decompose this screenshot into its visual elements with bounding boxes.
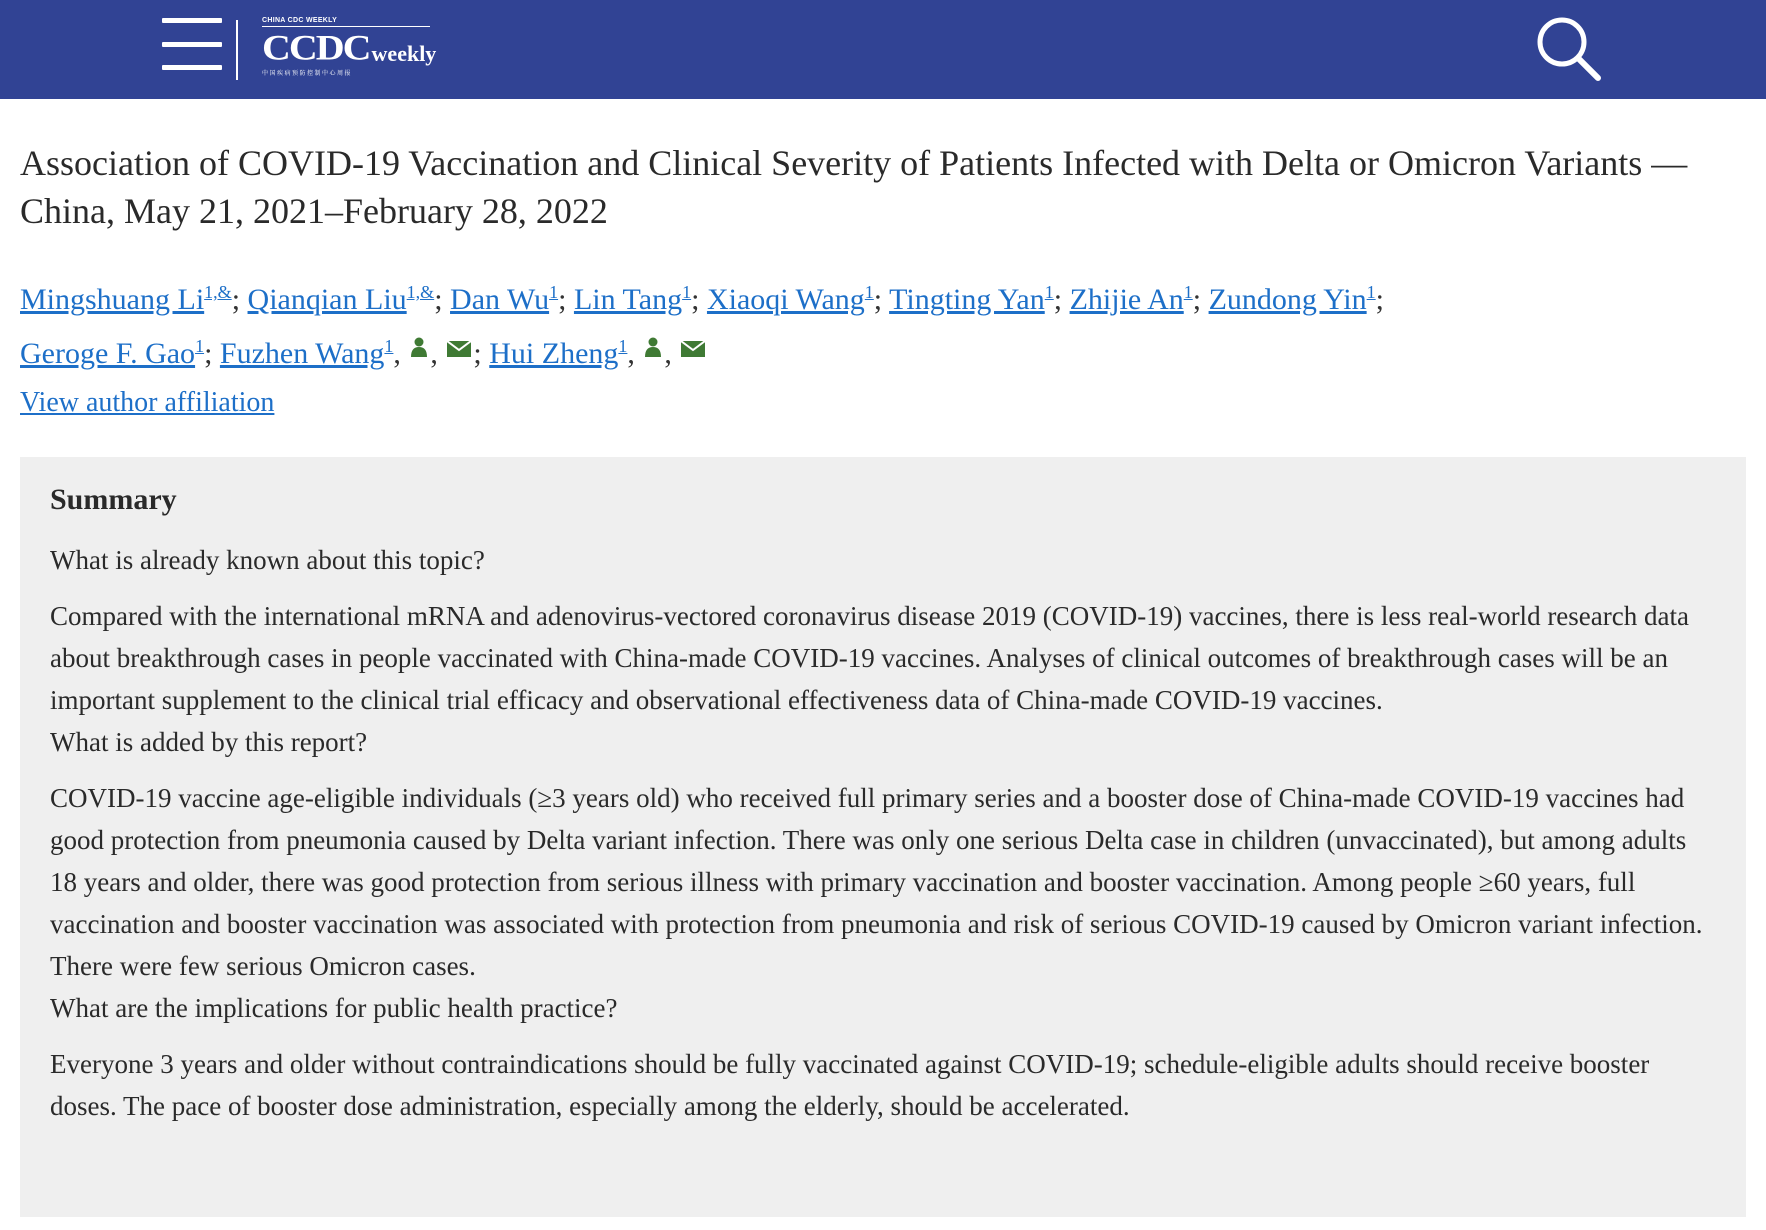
author-affiliation-sup[interactable]: 1: [682, 282, 692, 302]
hamburger-menu-icon[interactable]: [162, 18, 222, 70]
author-affiliation-sup[interactable]: 1: [618, 336, 628, 356]
logo-top-text: CHINA CDC WEEKLY: [262, 17, 430, 27]
author-affiliation-sup[interactable]: 1: [1044, 282, 1054, 302]
author-affiliation-sup[interactable]: 1: [1366, 282, 1376, 302]
summary-answer: COVID-19 vaccine age-eligible individuals (≥3 years old) who received full primary series and a booster dose of China-made COVID-19 vaccines had good protection from pneumonia caused by Delta variant infection. There was only one serious Delta case in children (unvaccinated), but among adults 18 years and older, there was good protection from serious illness with primary vaccination and booster vaccination. Among people ≥60 years, full vaccination and booster vaccination was associated with protection from pneumonia and risk of serious COVID-19 caused by Omicron variant infection. There were few serious Omicron cases.: [50, 783, 1703, 981]
corresponding-author-person-icon[interactable]: [644, 325, 662, 371]
corresponding-author-person-icon[interactable]: [410, 325, 428, 371]
author-link[interactable]: Qianqian Liu: [247, 283, 407, 316]
author-link[interactable]: Mingshuang Li: [20, 283, 205, 316]
author-affiliation-sup[interactable]: 1: [864, 282, 874, 302]
author-affiliation-sup[interactable]: 1,&: [406, 282, 435, 302]
author-affiliation-sup[interactable]: 1,&: [204, 282, 232, 302]
author-affiliation-sup[interactable]: 1: [549, 282, 559, 302]
summary-question: What are the implications for public health practice?: [50, 993, 618, 1023]
author-link[interactable]: Fuzhen Wang: [219, 337, 385, 370]
author-link[interactable]: Zundong Yin: [1208, 283, 1367, 316]
author-affiliation-sup[interactable]: 1: [384, 336, 394, 356]
summary-box: [20, 457, 1746, 1217]
author-link[interactable]: Tingting Yan: [889, 283, 1045, 316]
author-affiliation-sup[interactable]: 1: [1183, 282, 1193, 302]
summary-question: What is already known about this topic?: [50, 545, 485, 575]
logo-ccdc-text: CCDC: [262, 27, 370, 68]
author-link[interactable]: Dan Wu: [450, 283, 550, 316]
author-link[interactable]: Xiaoqi Wang: [706, 283, 865, 316]
author-link[interactable]: Geroge F. Gao: [20, 337, 196, 370]
ccdc-weekly-logo[interactable]: [262, 17, 437, 83]
logo-sub-text: 中国疾病预防控制中心周报: [262, 71, 353, 77]
summary-heading: Summary: [50, 483, 177, 516]
logo-weekly-text: weekly: [371, 41, 437, 66]
author-link[interactable]: Lin Tang: [573, 283, 683, 316]
email-icon[interactable]: [681, 325, 705, 371]
email-icon[interactable]: [447, 325, 471, 371]
author-link[interactable]: Hui Zheng: [489, 337, 619, 370]
summary-question: What is added by this report?: [50, 727, 368, 757]
search-icon[interactable]: [1534, 14, 1602, 82]
view-author-affiliation-link[interactable]: View author affiliation: [20, 387, 275, 418]
summary-answer: Everyone 3 years and older without contraindications should be fully vaccinated against COVID-19; schedule-eligible adults should receive booster doses. The pace of booster dose administration, especially among the elderly, should be accelerated.: [50, 1049, 1650, 1121]
author-affiliation-sup[interactable]: 1: [195, 336, 205, 356]
author-link[interactable]: Zhijie An: [1069, 283, 1184, 316]
article-content: [20, 99, 1746, 1121]
summary-answer: Compared with the international mRNA and adenovirus-vectored coronavirus disease 2019 (COVID-19) vaccines, there is less real-world research data about breakthrough cases in people vaccinated with China-made COVID-19 vaccines. Analyses of clinical outcomes of breakthrough cases will be an important supplement to the clinical trial efficacy and observational effectiveness data of China-made COVID-19 vaccines.: [50, 601, 1689, 715]
article-title: Association of COVID-19 Vaccination and Clinical Severity of Patients Infected with Delta or Omicron Variants — China, May 21, 2021–February 28, 2022: [20, 143, 1688, 231]
author-list: Mingshuang $Li^{1,\&}$; Qianqian Liu$^{1,\&}$; Dan Wu$^1$; Lin Tang$^1$; Xiaoqi Wang$^1$; Tingting Yan$^1$; Zhijie An$^1$; Zundong Yin$^1$; Geroge F. Gao$^1$; Fuzhen Wang$^1$, , ; Hui Zheng$^1$, , View author affiliation: [20, 269, 1746, 425]
top-header: [0, 0, 1766, 99]
header-divider: [236, 20, 238, 80]
